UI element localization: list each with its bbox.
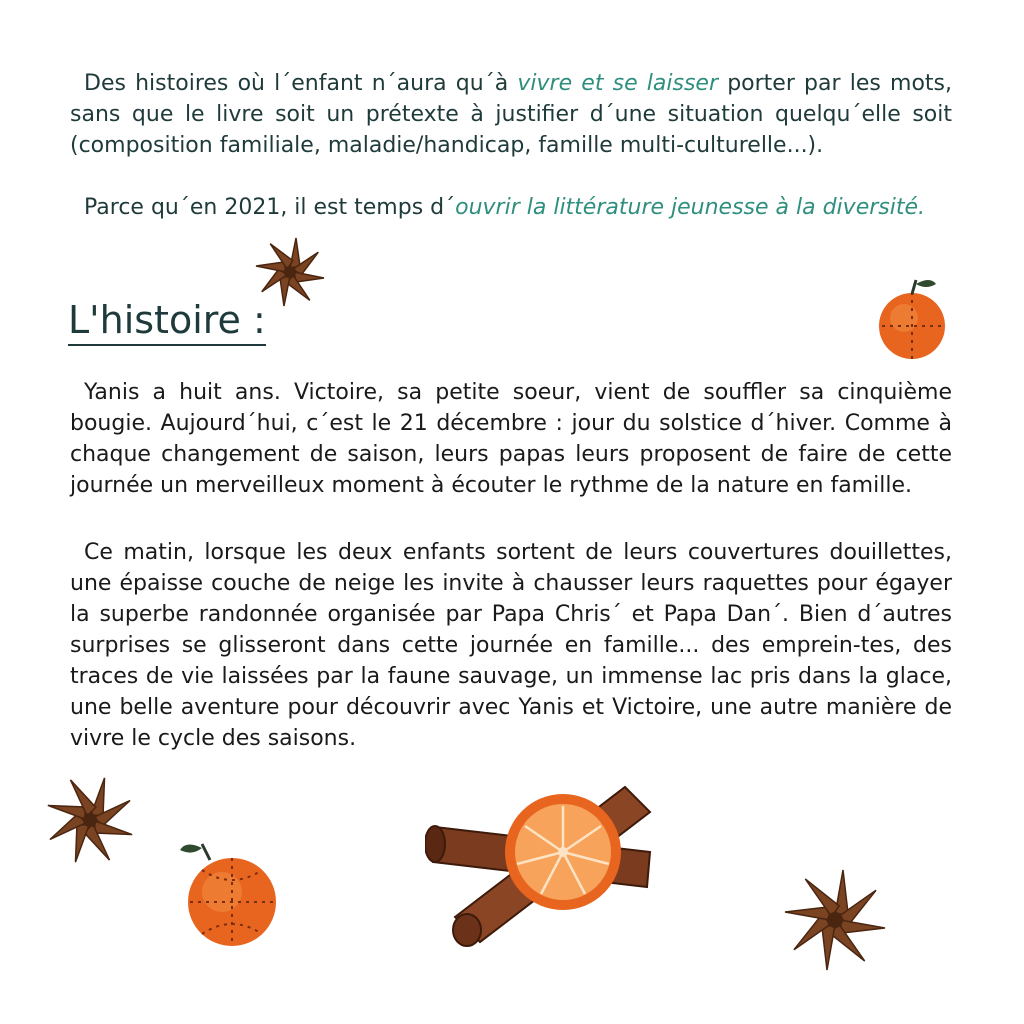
section-heading: L'histoire : (68, 300, 266, 346)
star-anise-icon (780, 860, 890, 980)
cinnamon-orange-icon (425, 772, 685, 952)
intro-emphasis: vivre et se laisser (517, 71, 719, 96)
clove-orange-icon (172, 830, 292, 950)
intro2-text-a: Parce qu´en 2021, il est temps d´ (84, 195, 456, 220)
intro-paragraph-2 (70, 192, 952, 223)
story-paragraph-2 (70, 537, 952, 754)
intro-text-a: Des histoires où l´enfant n´aura qu´à (84, 71, 518, 96)
story-paragraph-1 (70, 377, 952, 501)
clove-orange-icon (872, 270, 952, 365)
story-text-1: Yanis a huit ans. Victoire, sa petite soeur, vient de souffler sa cinquième bougie. Aujourd´hui, c´est le 21 décembre : jour du solstice d´hiver. Comme à chaque changement de saison, leurs papas leurs proposent de faire de cette journée un merveilleux moment à écouter le rythme de la nature en famille. (70, 380, 952, 498)
story-text-2: Ce matin, lorsque les deux enfants sortent de leurs couvertures douillettes, une épaisse couche de neige les invite à chausser leurs raquettes pour égayer la superbe randonnée organisée par Papa Chris´ et Papa Dan´. Bien d´autres surprises se glisseront dans cette journée en famille... des emprein-tes, des traces de vie laissées par la faune sauvage, un immense lac pris dans la glace, une belle aventure pour découvrir avec Yanis et Victoire, une autre manière de vivre le cycle des saisons. (70, 540, 952, 751)
intro-text-b: porter par les mots, sans que le livre soit un prétexte à justifier d´une situation quelqu´elle soit (composition familiale, maladie/handicap, famille multi-culturelle...). (70, 71, 952, 158)
star-anise-icon (250, 232, 330, 312)
star-anise-icon (40, 770, 140, 870)
intro-paragraph-1 (70, 68, 952, 161)
intro2-emphasis: ouvrir la littérature jeunesse à la diversité. (455, 195, 925, 220)
